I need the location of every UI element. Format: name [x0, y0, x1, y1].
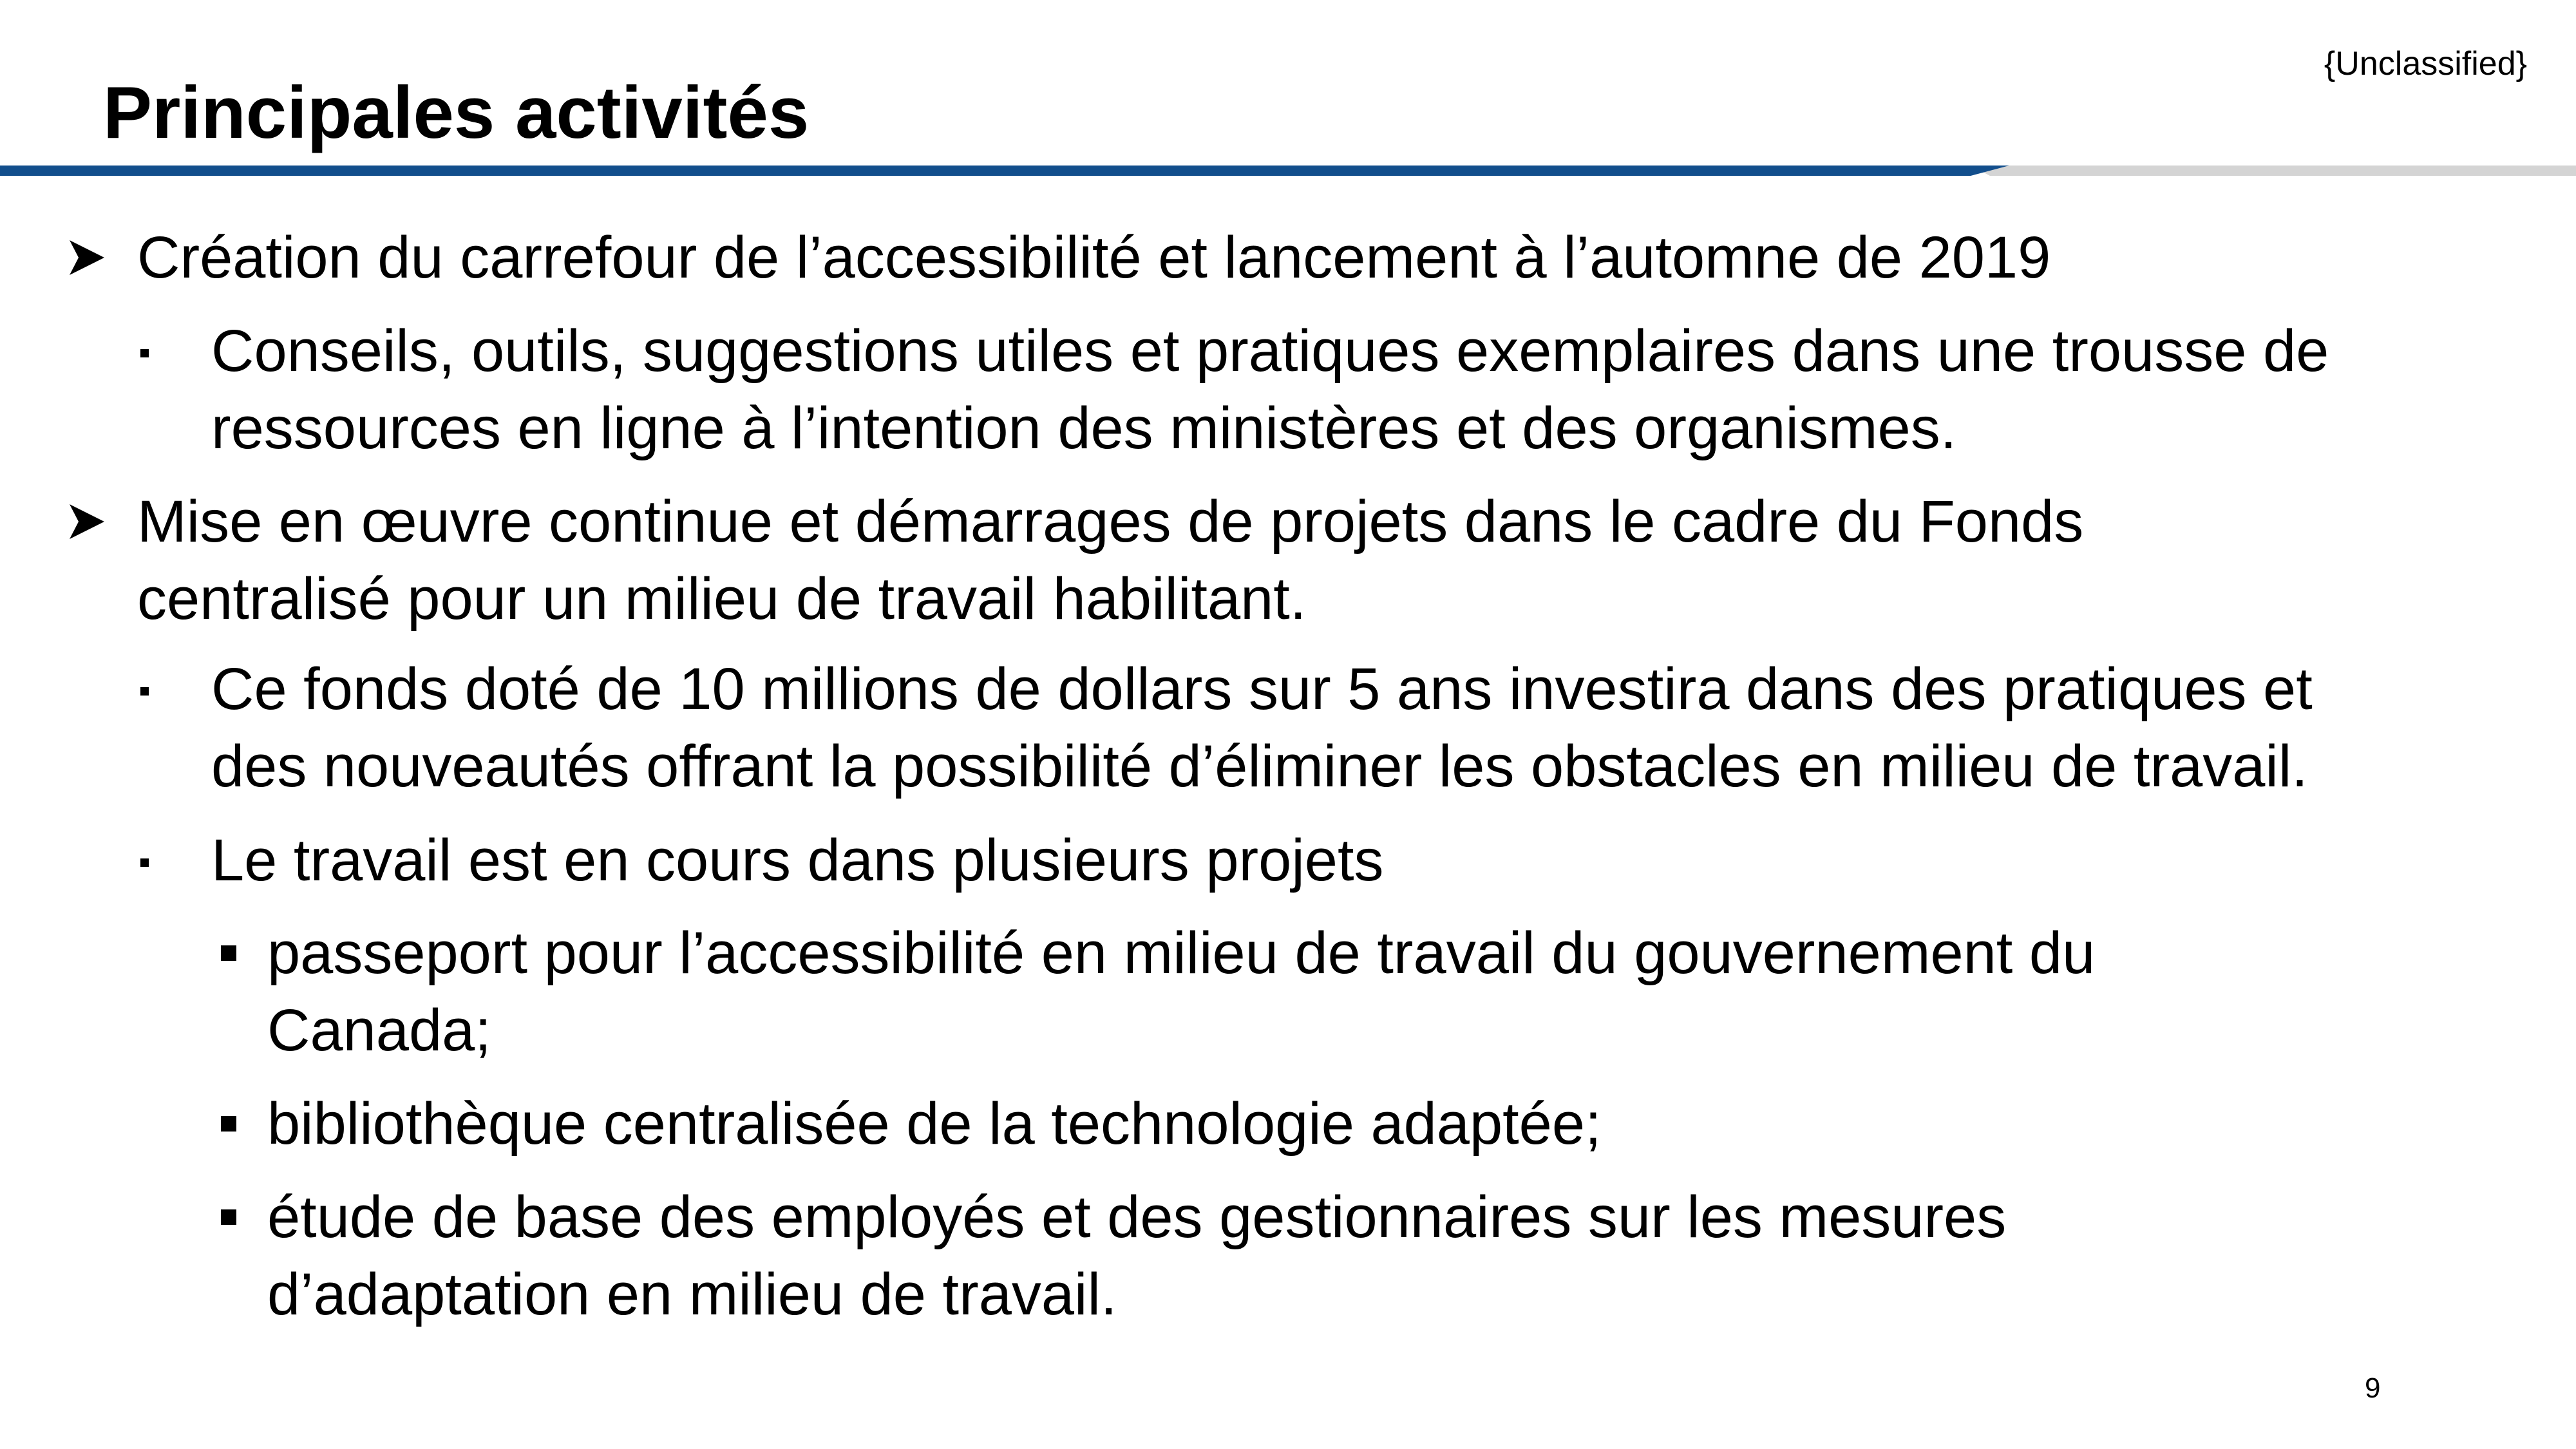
arrow-bullet-icon	[64, 499, 109, 544]
square-bullet-icon	[221, 945, 236, 961]
square-bullet-icon	[140, 687, 149, 696]
square-bullet-icon	[221, 1209, 236, 1225]
sub-bullet-text: ressources en ligne à l’intention des ministères et des organismes.	[211, 395, 1957, 461]
arrow-bullet-icon	[64, 235, 109, 280]
sub-bullet-text: des nouveautés offrant la possibilité d’éliminer les obstacles en milieu de travail.	[211, 734, 2308, 799]
sub-bullet-text: Le travail est en cours dans plusieurs projets	[211, 828, 1384, 893]
sub-sub-bullet-text: étude de base des employés et des gestionnaires sur les mesures	[267, 1184, 2007, 1250]
sub-sub-bullet-text: passeport pour l’accessibilité en milieu de travail du gouvernement du	[267, 920, 2096, 986]
sub-bullet-text: Conseils, outils, suggestions utiles et pratiques exemplaires dans une trousse de	[211, 318, 2329, 384]
sub-sub-bullet-text: d’adaptation en milieu de travail.	[267, 1262, 1117, 1327]
square-bullet-icon	[140, 349, 149, 357]
sub-sub-bullet-text: Canada;	[267, 998, 491, 1063]
slide-title: Principales activités	[103, 72, 810, 154]
square-bullet-icon	[221, 1116, 236, 1132]
sub-bullet-text: Ce fonds doté de 10 millions de dollars sur 5 ans investira dans des pratiques et	[211, 656, 2313, 722]
square-bullet-icon	[140, 858, 149, 867]
sub-sub-bullet-text: bibliothèque centralisée de la technologie adaptée;	[267, 1091, 1602, 1157]
bullet-text: centralisé pour un milieu de travail habilitant.	[137, 566, 1307, 632]
page-number: 9	[2365, 1372, 2381, 1404]
bullet-text: Création du carrefour de l’accessibilité et lancement à l’automne de 2019	[137, 225, 2051, 290]
bullet-text: Mise en œuvre continue et démarrages de projets dans le cadre du Fonds	[137, 489, 2084, 554]
classification-label: {Unclassified}	[2324, 45, 2527, 82]
